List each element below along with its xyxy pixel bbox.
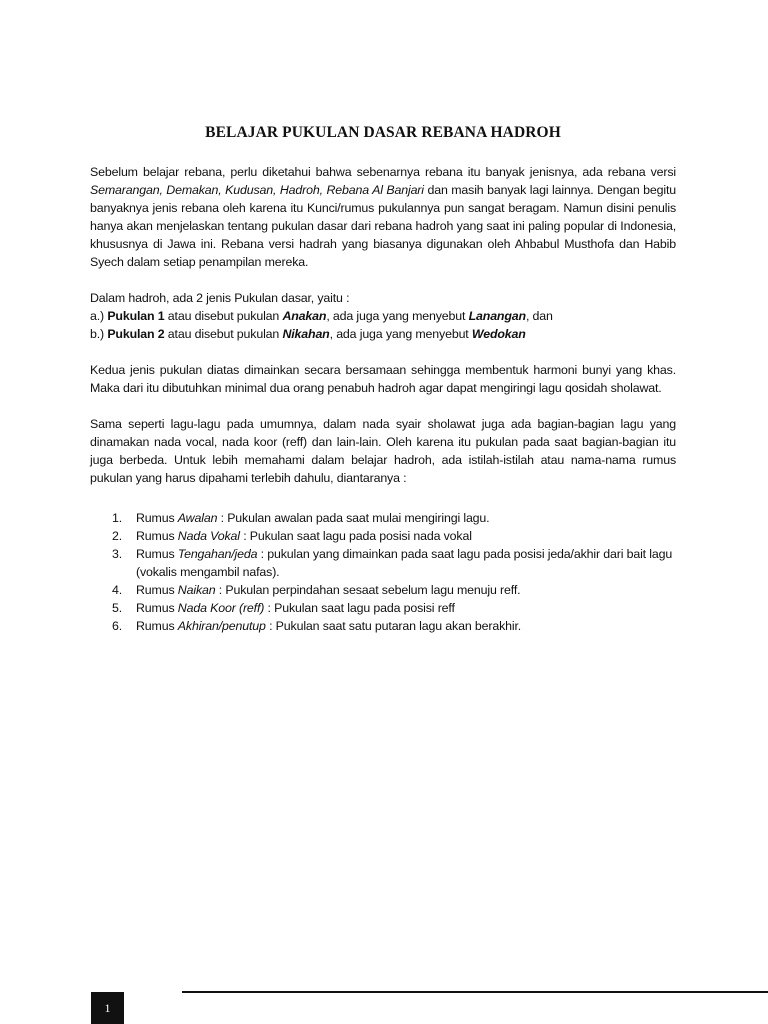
type-b-prefix: b.) — [90, 327, 108, 341]
list-desc: : Pukulan awalan pada saat mulai mengiringi lagu. — [217, 511, 490, 525]
list-number: 6. — [112, 619, 123, 633]
list-item — [90, 509, 676, 527]
list-item — [90, 617, 676, 635]
intro-text-2: dan masih banyak lagi lainnya. Dengan begitu banyaknya jenis rebana oleh karena itu Kunci/rumus pukulannya pun sangat beragam. Namun disini penulis hanya akan menjelaskan tentang pukulan dasar dari rebana hadroh yang saat ini paling popular di Indonesia, khususnya di Jawa ini. Rebana versi hadrah yang biasanya digunakan oleh Ahbabul Musthofa dan Habib Syech dalam setiap penampilan mereka. — [90, 183, 676, 269]
list-term: Nada Vokal — [177, 529, 240, 543]
intro-text-1: Sebelum belajar rebana, perlu diketahui bahwa sebenarnya rebana itu banyak jenisnya, ada rebana versi — [90, 165, 676, 179]
type-b-line — [90, 325, 676, 343]
footer-rule — [182, 991, 768, 993]
list-word: Rumus — [136, 601, 178, 615]
list-number: 1. — [112, 511, 123, 525]
types-lead: Dalam hadroh, ada 2 jenis Pukulan dasar, yaitu : — [90, 291, 350, 305]
spacer — [90, 487, 676, 509]
list-term: Naikan — [177, 583, 216, 597]
harmony-paragraph: Kedua jenis pukulan diatas dimainkan secara bersamaan sehingga membentuk harmoni bunyi yang khas. Maka dari itu dibutuhkan minimal dua orang penabuh hadroh agar dapat mengiringi lagu qosidah sholawat. — [90, 363, 676, 395]
spacer — [90, 397, 676, 415]
list-desc: : Pukulan saat lagu pada posisi reff — [264, 601, 455, 615]
list-word: Rumus — [136, 511, 178, 525]
list-term: Tengahan/jeda — [177, 547, 258, 561]
list-number: 5. — [112, 601, 123, 615]
page-title: BELAJAR PUKULAN DASAR REBANA HADROH — [205, 124, 561, 141]
type-a-name: Pukulan 1 — [107, 309, 165, 323]
type-a-end: , dan — [525, 309, 553, 323]
spacer — [90, 271, 676, 289]
list-desc: : Pukulan saat satu putaran lagu akan berakhir. — [265, 619, 522, 633]
intro-rebana-types: Semarangan, Demakan, Kudusan, Hadroh, Rebana Al Banjari — [90, 183, 424, 197]
list-desc: : Pukulan perpindahan sesaat sebelum lagu menuju reff. — [215, 583, 521, 597]
list-number: 4. — [112, 583, 123, 597]
list-desc: : Pukulan saat lagu pada posisi nada vokal — [239, 529, 472, 543]
list-item — [90, 527, 676, 545]
list-word: Rumus — [136, 547, 178, 561]
list-item — [90, 599, 676, 617]
list-item — [90, 545, 676, 581]
document-page — [90, 124, 676, 635]
intro-paragraph — [90, 163, 676, 271]
spacer — [90, 343, 676, 361]
list-word: Rumus — [136, 529, 178, 543]
list-term: Nada Koor (reff) — [177, 601, 265, 615]
list-desc: : pukulan yang dimainkan pada saat lagu pada posisi jeda/akhir dari bait lagu (vokalis mengambil nafas). — [136, 547, 673, 579]
type-b-alias2: Wedokan — [471, 327, 526, 341]
parts-paragraph: Sama seperti lagu-lagu pada umumnya, dalam nada syair sholawat juga ada bagian-bagian lagu yang dinamakan nada vocal, nada koor (reff) dan lain-lain. Oleh karena itu pukulan pada saat bagian-bagian itu juga berbeda. Untuk lebih memahami dalam belajar hadroh, ada istilah-istilah atau nama-nama rumus pukulan yang harus dipahami terlebih dahulu, diantaranya : — [90, 417, 676, 485]
list-word: Rumus — [136, 619, 178, 633]
type-b-alias: Nikahan — [282, 327, 330, 341]
type-a-line — [90, 307, 676, 325]
type-a-alias: Anakan — [282, 309, 327, 323]
type-b-mid2: , ada juga yang menyebut — [329, 327, 472, 341]
list-number: 2. — [112, 529, 123, 543]
list-item — [90, 581, 676, 599]
list-number: 3. — [112, 547, 123, 561]
list-term: Akhiran/penutup — [177, 619, 266, 633]
type-b-name: Pukulan 2 — [107, 327, 165, 341]
rumus-list — [90, 509, 676, 635]
type-a-mid: atau disebut pukulan — [164, 309, 283, 323]
type-a-prefix: a.) — [90, 309, 108, 323]
type-a-alias2: Lanangan — [468, 309, 526, 323]
type-b-mid: atau disebut pukulan — [164, 327, 283, 341]
list-term: Awalan — [177, 511, 218, 525]
page-number: 1 — [91, 992, 124, 1024]
type-a-mid2: , ada juga yang menyebut — [326, 309, 469, 323]
list-word: Rumus — [136, 583, 178, 597]
